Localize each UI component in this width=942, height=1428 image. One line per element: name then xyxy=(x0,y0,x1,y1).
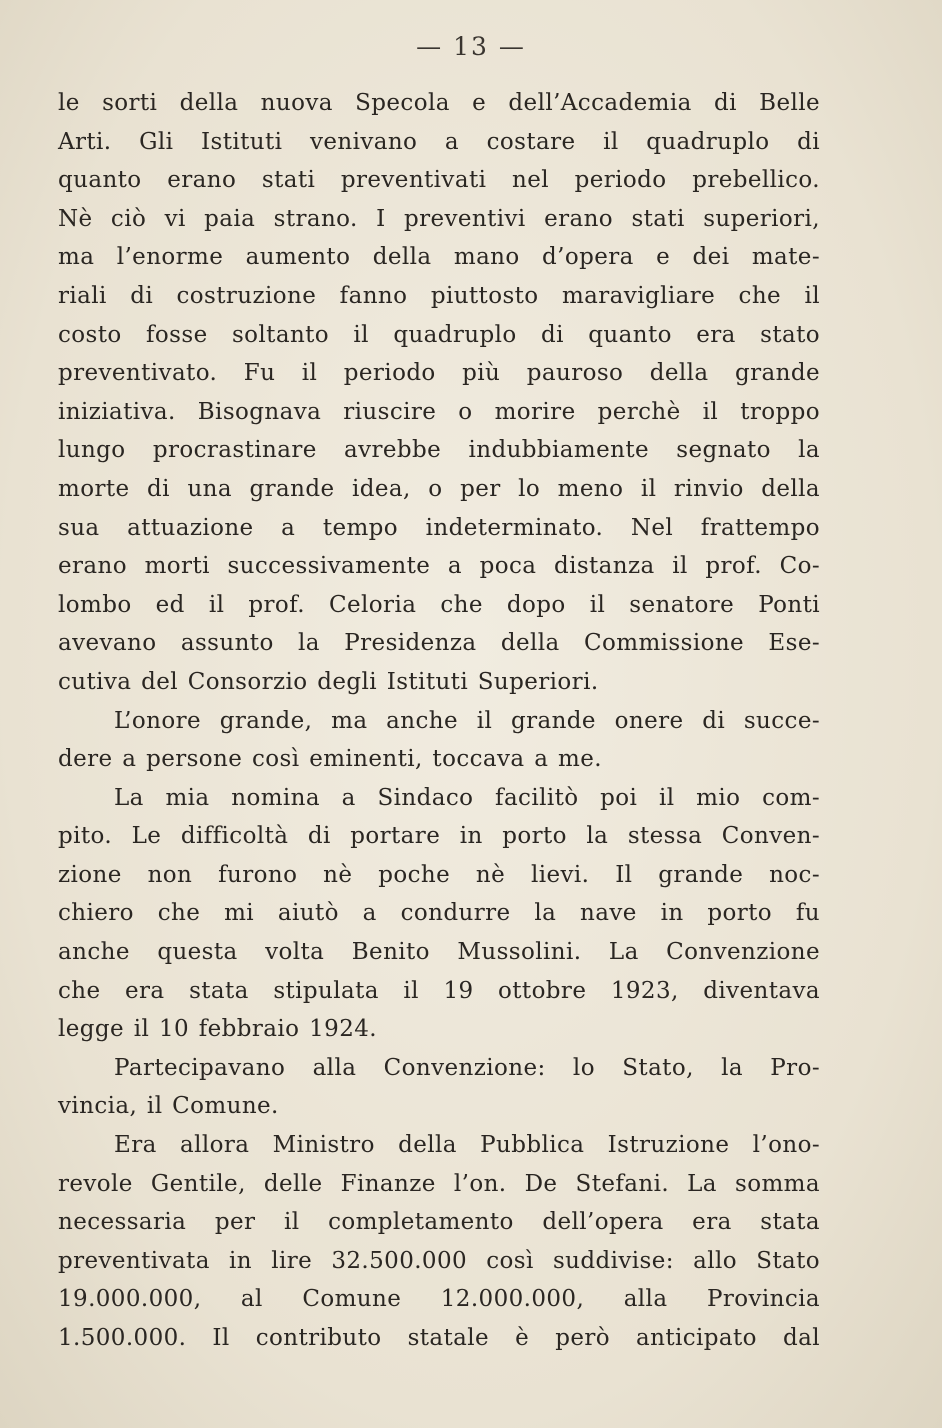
text-line: Arti. Gli Istituti venivano a costare il quadruplo di xyxy=(58,128,820,155)
text-line: dere a persone così eminenti, toccava a me. xyxy=(58,746,602,773)
text-line: vincia, il Comune. xyxy=(58,1093,279,1120)
text-line: iniziativa. Bisognava riuscire o morire perchè il troppo xyxy=(58,398,820,425)
text-line: sua attuazione a tempo indeterminato. Nel frattempo xyxy=(58,514,820,541)
text-line: zione non furono nè poche nè lievi. Il grande noc- xyxy=(58,861,820,888)
text-line: avevano assunto la Presidenza della Commissione Ese- xyxy=(58,630,820,657)
text-line: lungo procrastinare avrebbe indubbiamente segnato la xyxy=(58,437,820,464)
text-line: le sorti della nuova Specola e dell’Accademia di Belle xyxy=(58,90,820,116)
text-line: legge il 10 febbraio 1924. xyxy=(58,1016,377,1043)
text-line: riali di costruzione fanno piuttosto maravigliare che il xyxy=(58,282,820,309)
text-line: cutiva del Consorzio degli Istituti Superiori. xyxy=(58,668,599,695)
text-line: revole Gentile, delle Finanze l’on. De Stefani. La somma xyxy=(58,1170,820,1197)
text-line: morte di una grande idea, o per lo meno il rinvio della xyxy=(58,475,820,502)
text-line: necessaria per il completamento dell’opera era stata xyxy=(58,1209,820,1236)
text-line: erano morti successivamente a poca distanza il prof. Co- xyxy=(58,553,820,580)
text-line: L’onore grande, ma anche il grande onere di succe- xyxy=(114,707,820,734)
text-line: pito. Le difficoltà di portare in porto la stessa Conven- xyxy=(58,823,820,850)
text-line: Partecipavano alla Convenzione: lo Stato, la Pro- xyxy=(114,1054,820,1081)
body-text xyxy=(58,84,820,1358)
text-line: anche questa volta Benito Mussolini. La Convenzione xyxy=(58,939,820,966)
text-line: costo fosse soltanto il quadruplo di quanto era stato xyxy=(58,321,820,348)
text-line: Nè ciò vi paia strano. I preventivi erano stati superiori, xyxy=(58,205,820,232)
text-line: La mia nomina a Sindaco facilitò poi il mio com- xyxy=(114,784,820,811)
text-line: quanto erano stati preventivati nel periodo prebellico. xyxy=(58,167,820,194)
text-line: ma l’enorme aumento della mano d’opera e dei mate- xyxy=(58,244,820,271)
text-line: chiero che mi aiutò a condurre la nave in porto fu xyxy=(58,900,820,927)
text-line: 19.000.000, al Comune 12.000.000, alla Provincia xyxy=(58,1286,820,1313)
text-line: che era stata stipulata il 19 ottobre 1923, diventava xyxy=(58,977,820,1004)
text-line: 1.500.000. Il contributo statale è però anticipato dal xyxy=(58,1325,820,1351)
text-line: preventivata in lire 32.500.000 così suddivise: allo Stato xyxy=(58,1247,820,1274)
text-line: Era allora Ministro della Pubblica Istruzione l’ono- xyxy=(114,1132,820,1159)
page-number: — 13 — xyxy=(416,32,526,61)
text-line: preventivato. Fu il periodo più pauroso della grande xyxy=(58,360,820,387)
text-line: lombo ed il prof. Celoria che dopo il senatore Ponti xyxy=(58,591,820,618)
